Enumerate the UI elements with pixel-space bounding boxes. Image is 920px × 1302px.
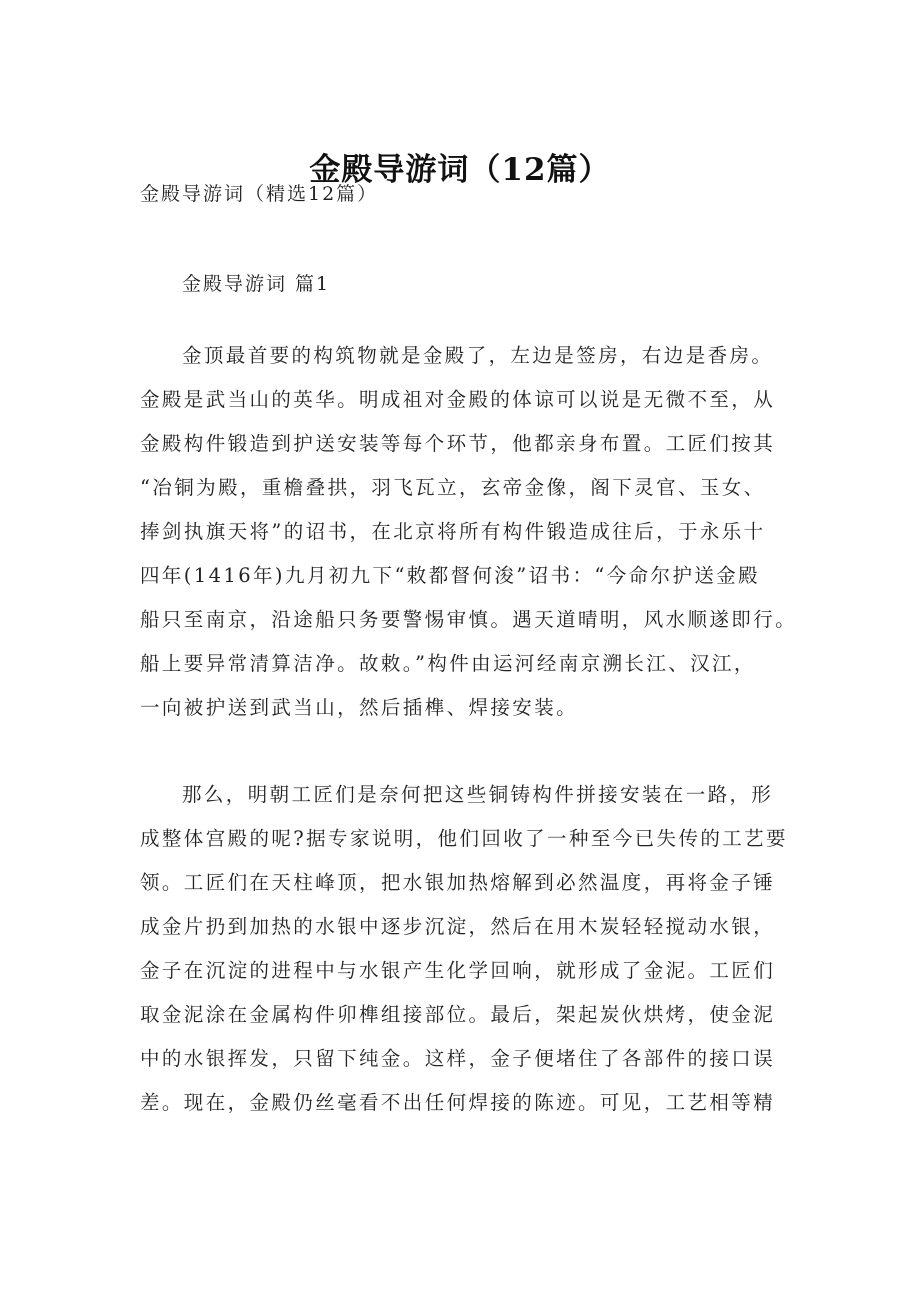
paragraph-line: 成金片扔到加热的水银中逐步沉淀，然后在用木炭轻轻搅动水银， bbox=[140, 915, 776, 938]
paragraph-1 bbox=[140, 334, 840, 730]
paragraph-line: 金子在沉淀的进程中与水银产生化学回响，就形成了金泥。工匠们 bbox=[140, 959, 776, 982]
paragraph-line: 船上要异常清算洁净。故敕。”构件由运河经南京溯长江、汉江， bbox=[140, 652, 756, 675]
paragraph-line: 捧剑执旗天将”的诏书，在北京将所有构件锻造成往后，于永乐十 bbox=[140, 520, 766, 543]
paragraph-line: 船只至南京，沿途船只务要警惕审慎。遇天道晴明，风水顺遂即行。 bbox=[140, 608, 798, 631]
paragraph-line: “冶铜为殿，重檐叠拱，羽飞瓦立，玄帝金像，阁下灵官、玉女、 bbox=[140, 476, 766, 499]
paragraph-line: 四年(1416年)九月初九下“敕都督何浚”诏书：“今命尔护送金殿 bbox=[140, 564, 761, 587]
paragraph-line: 金殿是武当山的英华。明成祖对金殿的体谅可以说是无微不至，从 bbox=[140, 388, 776, 411]
paragraph-line: 金顶最首要的构筑物就是金殿了，左边是签房，右边是香房。 bbox=[182, 344, 774, 367]
paragraph-2 bbox=[140, 773, 840, 1125]
document-title: 金殿导游词（12篇） bbox=[309, 152, 611, 188]
paragraph-line: 那么，明朝工匠们是奈何把这些铜铸构件拼接安装在一路，形 bbox=[182, 783, 774, 806]
paragraph-line: 取金泥涂在金属构件卯榫组接部位。最后，架起炭伙烘烤，使金泥 bbox=[140, 1003, 776, 1026]
paragraph-line: 领。工匠们在天柱峰顶，把水银加热熔解到必然温度，再将金子锤 bbox=[140, 871, 776, 894]
paragraph-line: 成整体宫殿的呢?据专家说明，他们回收了一种至今已失传的工艺要 bbox=[140, 827, 788, 850]
paragraph-line: 中的水银挥发，只留下纯金。这样，金子便堵住了各部件的接口误 bbox=[140, 1047, 776, 1070]
paragraph-line: 差。现在，金殿仍丝毫看不出任何焊接的陈迹。可见，工艺相等精 bbox=[140, 1091, 776, 1114]
paragraph-line: 一向被护送到武当山，然后插榫、焊接安装。 bbox=[140, 696, 579, 719]
paragraph-line: 金殿构件锻造到护送安装等每个环节，他都亲身布置。工匠们按其 bbox=[140, 432, 776, 455]
section-heading: 金殿导游词 篇1 bbox=[182, 273, 331, 295]
document-subtitle: 金殿导游词（精选12篇） bbox=[140, 183, 379, 205]
